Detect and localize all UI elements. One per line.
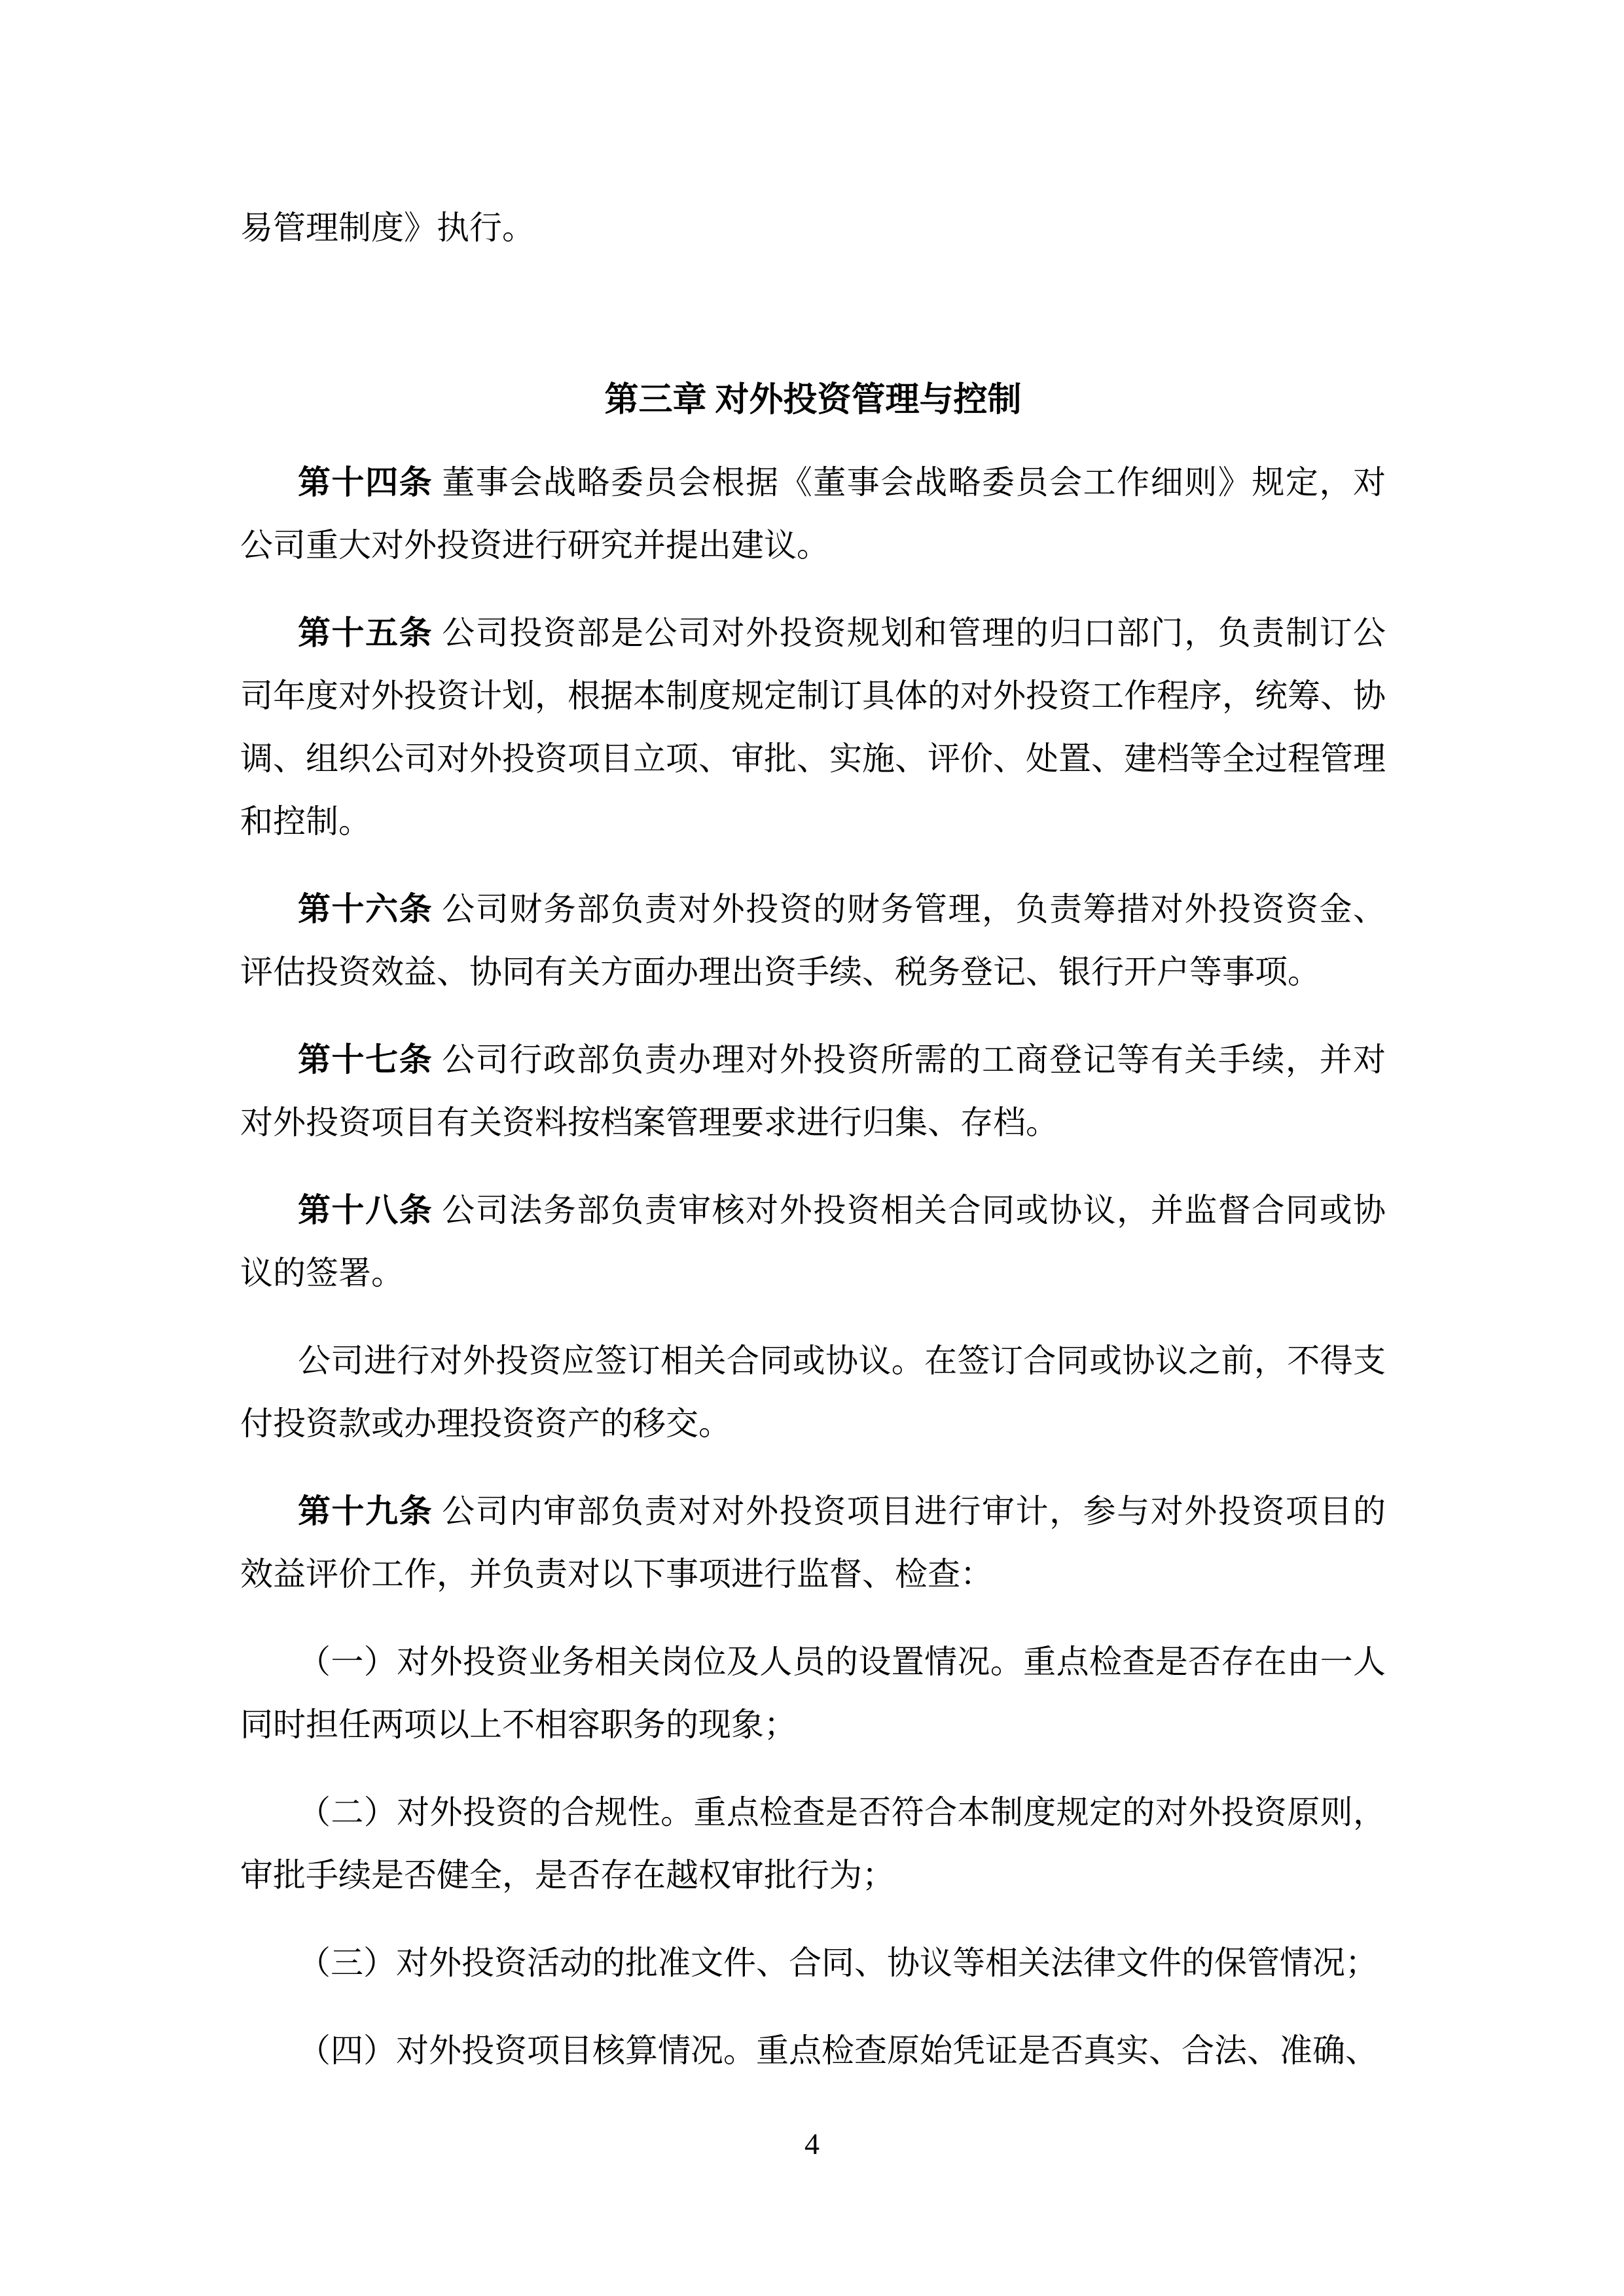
- article-number-label: 第十七条: [298, 1041, 433, 1078]
- body-paragraph: [240, 1480, 1386, 1605]
- paragraph-text: 公司行政部负责办理对外投资所需的工商登记等有关手续，并对对外投资项目有关资料按档案管理要求进行归集、存档。: [240, 1041, 1386, 1141]
- body-paragraph: [240, 2019, 1386, 2082]
- continuation-paragraph: 易管理制度》执行。: [240, 209, 535, 246]
- paragraph-text: 公司投资部是公司对外投资规划和管理的归口部门，负责制订公司年度对外投资计划，根据本制度规定制订具体的对外投资工作程序，统筹、协调、组织公司对外投资项目立项、审批、实施、评价、处置、建档等全过程管理和控制。: [240, 615, 1386, 840]
- paragraph-text: 公司进行对外投资应签订相关合同或协议。在签订合同或协议之前，不得支付投资款或办理投资资产的移交。: [240, 1342, 1386, 1442]
- article-number-label: 第十五条: [298, 615, 433, 651]
- body-paragraphs: [240, 451, 1386, 2082]
- article-number-label: 第十四条: [298, 464, 433, 501]
- paragraph-text: 公司内审部负责对对外投资项目进行审计，参与对外投资项目的效益评价工作，并负责对以下事项进行监督、检查：: [240, 1493, 1386, 1592]
- body-paragraph: [240, 1179, 1386, 1304]
- chapter-heading: 第三章 对外投资管理与控制: [604, 382, 1022, 419]
- body-paragraph: [240, 601, 1386, 853]
- body-paragraph: [240, 1028, 1386, 1154]
- paragraph-text: 公司财务部负责对外投资的财务管理，负责筹措对外投资资金、评估投资效益、协同有关方面办理出资手续、税务登记、银行开户等事项。: [240, 891, 1386, 990]
- body-paragraph: [240, 1781, 1386, 1907]
- article-number-label: 第十八条: [298, 1192, 433, 1229]
- body-paragraph: [240, 451, 1386, 577]
- body-paragraph: [240, 1329, 1386, 1455]
- paragraph-text: （一）对外投资业务相关岗位及人员的设置情况。重点检查是否存在由一人同时担任两项以上不相容职务的现象；: [240, 1643, 1386, 1743]
- paragraph-text: 董事会战略委员会根据《董事会战略委员会工作细则》规定，对公司重大对外投资进行研究并提出建议。: [240, 464, 1386, 564]
- paragraph-text: 公司法务部负责审核对外投资相关合同或协议，并监督合同或协议的签署。: [240, 1192, 1386, 1291]
- body-paragraph: [240, 1630, 1386, 1756]
- page-number: 4: [804, 2127, 820, 2161]
- article-number-label: 第十九条: [298, 1493, 433, 1530]
- paragraph-text: （四）对外投资项目核算情况。重点检查原始凭证是否真实、合法、准确、: [298, 2032, 1378, 2069]
- body-paragraph: [240, 878, 1386, 1003]
- body-paragraph: [240, 1931, 1386, 1994]
- article-number-label: 第十六条: [298, 891, 433, 927]
- paragraph-text: （三）对外投资活动的批准文件、合同、协议等相关法律文件的保管情况；: [298, 1945, 1378, 1981]
- paragraph-text: （二）对外投资的合规性。重点检查是否符合本制度规定的对外投资原则，审批手续是否健全，是否存在越权审批行为；: [240, 1794, 1386, 1893]
- document-content: [240, 196, 1386, 2082]
